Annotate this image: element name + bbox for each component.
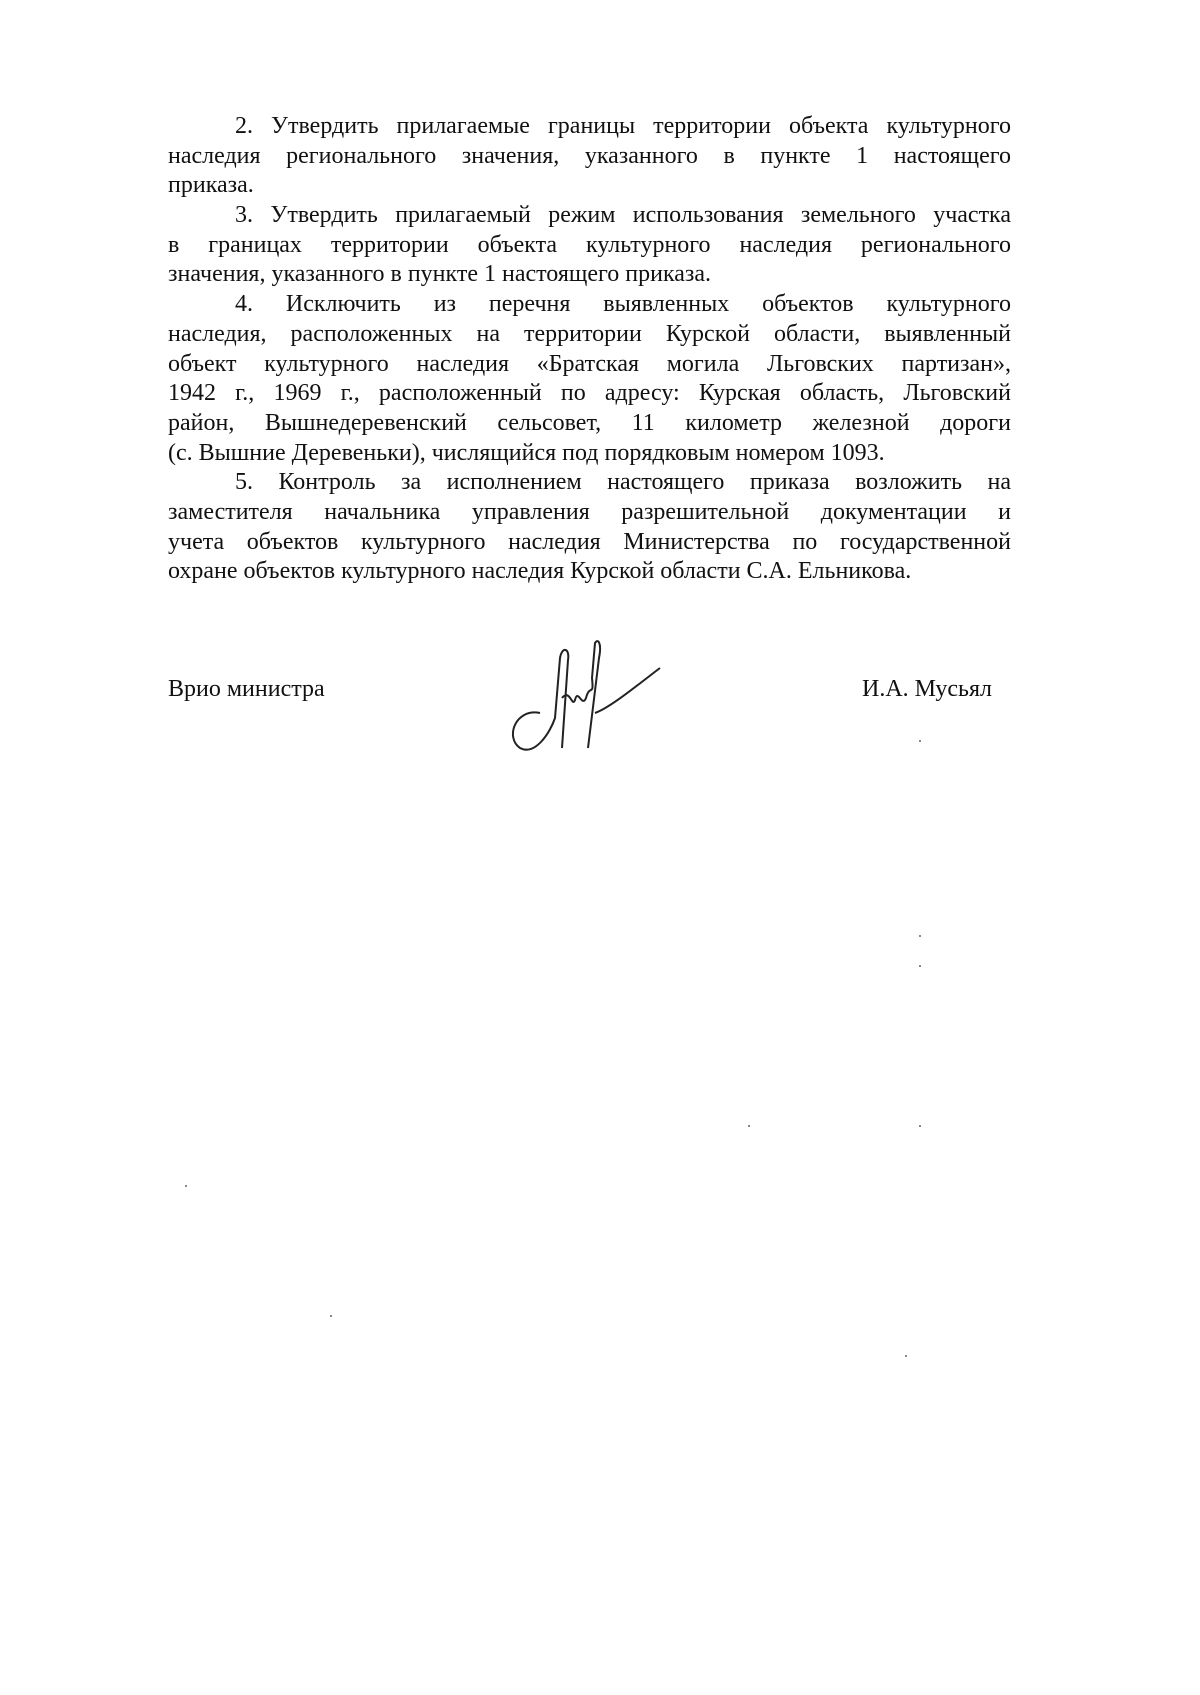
handwritten-signature: [500, 638, 700, 758]
text-line: в границах территории объекта культурного наследия регионального: [168, 231, 1011, 258]
text-line: 3. Утвердить прилагаемый режим использования земельного участка: [235, 202, 1011, 229]
paragraph-2: [168, 112, 1011, 201]
text-line: 5. Контроль за исполнением настоящего приказа возложить на: [235, 469, 1011, 496]
text-line: объект культурного наследия «Братская могила Льговских партизан»,: [168, 350, 1011, 377]
text-line: 1942 г., 1969 г., расположенный по адресу: Курская область, Льговский: [168, 380, 1011, 407]
signatory-name: И.А. Мусьял: [862, 676, 993, 702]
text-line: наследия регионального значения, указанного в пункте 1 настоящего: [168, 142, 1011, 169]
text-line: заместителя начальника управления разрешительной документации и: [168, 498, 1011, 525]
paragraph-3: [168, 201, 1011, 290]
text-line: наследия, расположенных на территории Курской области, выявленный: [168, 320, 1011, 347]
paragraph-5: [168, 468, 1011, 587]
text-line: 4. Исключить из перечня выявленных объектов культурного: [235, 291, 1011, 318]
text-line: 2. Утвердить прилагаемые границы территории объекта культурного: [235, 113, 1011, 139]
text-line: район, Вышнедеревенский сельсовет, 11 километр железной дороги: [168, 409, 1011, 436]
document-body: [168, 112, 1011, 587]
text-line: значения, указанного в пункте 1 настоящего приказа.: [168, 261, 712, 288]
text-line: приказа.: [168, 172, 254, 199]
text-line: охране объектов культурного наследия Курской области С.А. Ельникова.: [168, 558, 912, 585]
signatory-role: Врио министра: [168, 676, 325, 702]
text-line: (с. Вышние Деревеньки), числящийся под порядковым номером 1093.: [168, 439, 885, 466]
text-line: учета объектов культурного наследия Министерства по государственной: [168, 528, 1011, 555]
paragraph-4: [168, 290, 1011, 468]
